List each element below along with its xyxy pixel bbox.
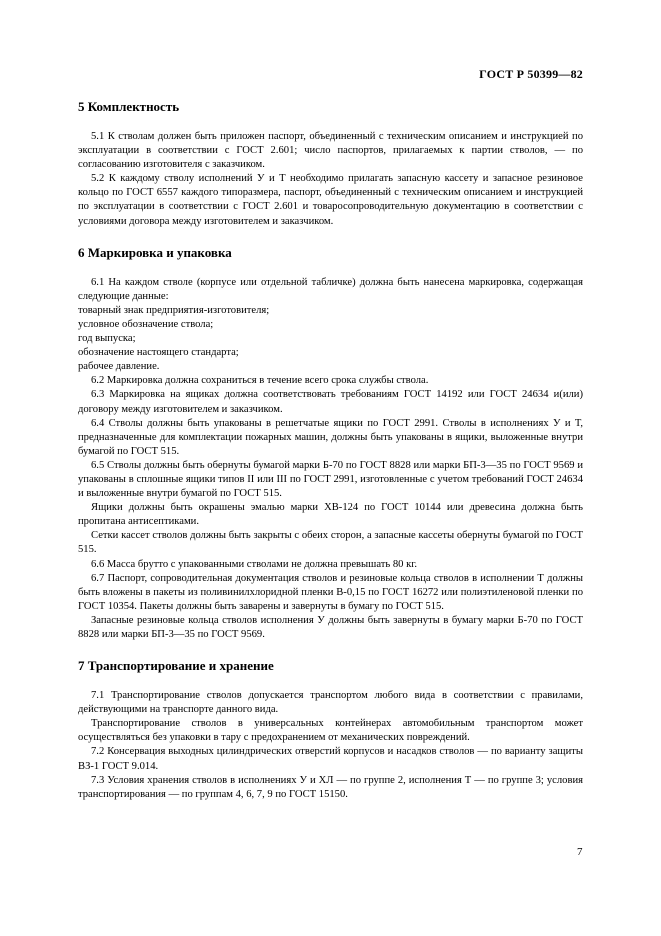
section-7-title: 7 Транспортирование и хранение (78, 658, 274, 674)
paragraph-6-1: 6.1 На каждом стволе (корпусе или отдельной табличке) должна быть нанесена маркировка, содержащая следующие данные: (78, 276, 583, 302)
paragraph-7-2: 7.2 Консервация выходных цилиндрических отверстий корпусов и насадков стволов — по варианту защиты ВЗ-1 ГОСТ 9.014. (78, 746, 583, 772)
list-item: рабочее давление. (78, 361, 160, 373)
paragraph-7-1-containers: Транспортирование стволов в универсальных контейнерах автомобильным транспортом может осуществляться без упаковки в тару с предохранением от механических повреждений. (78, 718, 583, 744)
paragraph-5-2: 5.2 К каждому стволу исполнений У и Т необходимо прилагать запасную кассету и запасное резиновое кольцо по ГОСТ 6557 каждого типоразмера, паспорт, объединенный с техническим описанием и инструкцией по эксплуатации в соответствии с ГОСТ 2.601 и товаросопроводительную документацию в соответствии с условиями договора между изготовителем и заказчиком. (78, 173, 583, 227)
section-6 (78, 245, 583, 642)
paragraph-6-7: 6.7 Паспорт, сопроводительная документация стволов и резиновые кольца стволов в исполнении Т должны быть вложены в пакеты из поливинилхлоридной пленки В-0,15 по ГОСТ 16272 или полиэтиленовой пленки по ГОСТ 10354. Пакеты должны быть заварены и завернуты в бумагу по ГОСТ 515. (78, 572, 583, 612)
section-6-title: 6 Маркировка и упаковка (78, 244, 232, 260)
page-content (78, 91, 583, 802)
paragraph-6-4: 6.4 Стволы должны быть упакованы в решетчатые ящики по ГОСТ 2991. Стволы в исполнениях У и Т, предназначенные для комплектации пожарных машин, должны быть упакованы в ящики, выложенные внутри бумагой по ГОСТ 515. (78, 417, 583, 457)
paragraph-6-3: 6.3 Маркировка на ящиках должна соответствовать требованиям ГОСТ 14192 или ГОСТ 24634 и(или) договору между изготовителем и заказчиком. (78, 389, 583, 415)
list-item: год выпуска; (78, 333, 136, 345)
section-7 (78, 658, 583, 802)
paragraph-6-7-rings: Запасные резиновые кольца стволов исполнения У должны быть завернуты в бумагу марки Б-70 по ГОСТ 8828 или марки БП-3—35 по ГОСТ 9569. (78, 614, 583, 640)
document-code-header: ГОСТ Р 50399—82 (479, 67, 583, 81)
paragraph-6-2: 6.2 Маркировка должна сохраниться в течение всего срока службы ствола. (91, 375, 429, 387)
list-item: условное обозначение ствола; (78, 318, 214, 330)
section-5-title: 5 Комплектность (78, 99, 180, 114)
paragraph-7-3: 7.3 Условия хранения стволов в исполнениях У и ХЛ — по группе 2, исполнения Т — по группе 3; условия транспортирования — по группам 4, 6, 7, 9 по ГОСТ 15150. (78, 774, 583, 800)
paragraph-7-1: 7.1 Транспортирование стволов допускается транспортом любого вида в соответствии с правилами, действующими на транспорте данного вида. (78, 690, 583, 716)
paragraph-6-6: 6.6 Масса брутто с упакованными стволами не должна превышать 80 кг. (91, 558, 418, 570)
paragraph-5-1: 5.1 К стволам должен быть приложен паспорт, объединенный с техническим описанием и инструкцией по эксплуатации в соответствии с ГОСТ 2.601; число паспортов, прилагаемых к партии стволов, — по согласованию изготовителя с заказчиком. (78, 131, 583, 171)
section-5 (78, 99, 583, 229)
list-item: обозначение настоящего стандарта; (78, 347, 239, 359)
list-item: товарный знак предприятия-изготовителя; (78, 304, 270, 316)
paragraph-6-5: 6.5 Стволы должны быть обернуты бумагой марки Б-70 по ГОСТ 8828 или марки БП-3—35 по ГОСТ 9569 и упакованы в сплошные ящики типов II или III по ГОСТ 2991, изготовленные с учетом требований ГОСТ 24634 и выложенные внутри бумагой по ГОСТ 515. (78, 459, 583, 500)
paragraph-6-5-nets: Сетки кассет стволов должны быть закрыты с обеих сторон, а запасные кассеты обернуты бумагой по ГОСТ 515. (78, 530, 583, 556)
paragraph-6-5-boxes: Ящики должны быть окрашены эмалью марки ХВ-124 по ГОСТ 10144 или древесина должна быть пропитана антисептиками. (78, 502, 583, 528)
page-number: 7 (577, 846, 583, 858)
